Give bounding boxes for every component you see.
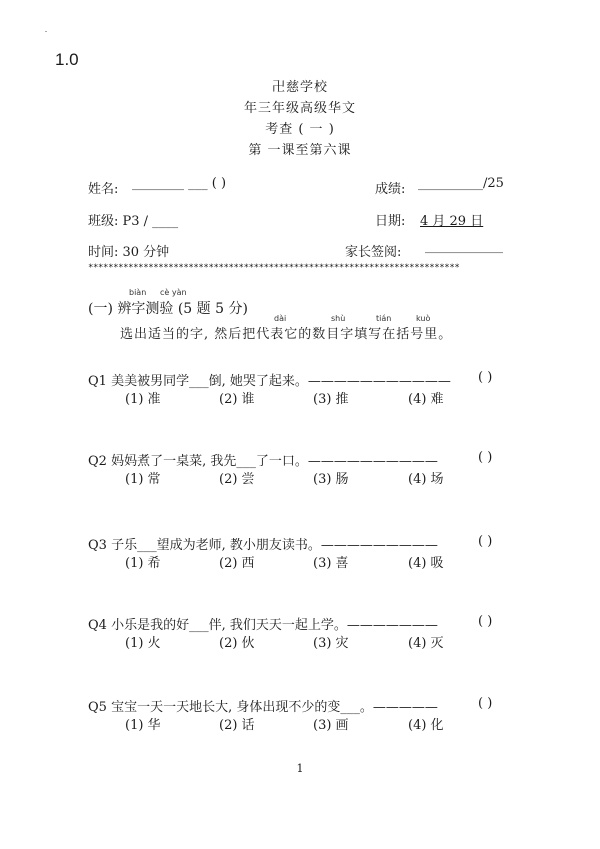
pinyin-ceyan: cè yàn xyxy=(160,288,187,297)
question-5-answer-box: ( ) xyxy=(478,696,493,711)
question-body: 妈妈煮了一桌菜, 我先___了一口。—————————— xyxy=(111,454,438,469)
q5-option-3: (3) 画 xyxy=(313,718,349,733)
q2-option-1: (1) 常 xyxy=(125,472,161,487)
name-field: ________ ___ ( ) xyxy=(132,176,227,191)
score-field: __________/25 xyxy=(418,176,504,191)
date-label: 日期: xyxy=(375,214,406,229)
grade-line: 年三年级高级华文 xyxy=(243,101,356,116)
pinyin-kuo: kuò xyxy=(416,314,431,323)
class-label: 班级: P3 / ____ xyxy=(88,214,179,229)
question-body: 小乐是我的好___伴, 我们天天一起上学。——————— xyxy=(111,618,438,633)
q2-option-2: (2) 尝 xyxy=(219,472,255,487)
q1-option-2: (2) 谁 xyxy=(219,392,255,407)
question-3-answer-box: ( ) xyxy=(478,534,493,549)
question-number: Q5 xyxy=(88,700,107,715)
question-4-answer-box: ( ) xyxy=(478,614,493,629)
star-divider: ************************************************************************** xyxy=(88,263,460,273)
time-label: 时间: 30 分钟 xyxy=(88,245,170,260)
q3-option-3: (3) 喜 xyxy=(313,556,349,571)
q1-option-3: (3) 推 xyxy=(313,392,349,407)
section-instruction: 选出适当的字, 然后把代表它的数目字填写在括号里。 xyxy=(120,327,453,342)
question-body: 宝宝一天一天地长大, 身体出现不少的变___。————— xyxy=(111,700,438,715)
question-number: Q4 xyxy=(88,618,107,633)
question-3-text xyxy=(88,534,438,553)
q4-option-2: (2) 伙 xyxy=(219,636,255,651)
question-body: 子乐___望成为老师, 教小朋友读书。————————— xyxy=(111,538,438,553)
page-number: 1 xyxy=(296,762,304,775)
pinyin-tian: tián xyxy=(376,314,392,323)
question-number: Q1 xyxy=(88,374,107,389)
q1-option-4: (4) 难 xyxy=(408,392,444,407)
school-name: 卍慈学校 xyxy=(271,80,328,95)
q4-option-1: (1) 火 xyxy=(125,636,161,651)
parent-signature-field: ____________ xyxy=(425,239,503,254)
question-body: 美美被男同学___倒, 她哭了起来。——————————— xyxy=(111,374,451,389)
q5-option-1: (1) 华 xyxy=(125,718,161,733)
question-number: Q3 xyxy=(88,538,107,553)
pinyin-dai: dài xyxy=(274,314,287,323)
q3-option-1: (1) 希 xyxy=(125,556,161,571)
q4-option-3: (3) 灾 xyxy=(313,636,349,651)
parent-signature-label: 家长签阅: xyxy=(345,245,402,260)
pinyin-shu: shù xyxy=(331,314,346,323)
q3-option-2: (2) 西 xyxy=(219,556,255,571)
question-1-text xyxy=(88,370,451,389)
q2-option-3: (3) 肠 xyxy=(313,472,349,487)
question-4-text xyxy=(88,614,438,633)
question-5-text xyxy=(88,696,438,715)
name-label: 姓名: xyxy=(88,182,119,197)
q5-option-2: (2) 话 xyxy=(219,718,255,733)
score-label: 成绩: xyxy=(375,182,406,197)
q1-option-1: (1) 准 xyxy=(125,392,161,407)
question-1-answer-box: ( ) xyxy=(478,370,493,385)
pinyin-bian: biàn xyxy=(129,288,147,297)
version-label: 1.0 xyxy=(55,50,79,69)
question-2-text xyxy=(88,450,438,469)
section-title: (一) 辨字测验 (5 题 5 分) xyxy=(88,301,248,317)
exam-line: 考查 ( 一 ) xyxy=(265,122,335,137)
q5-option-4: (4) 化 xyxy=(408,718,444,733)
q3-option-4: (4) 吸 xyxy=(408,556,444,571)
corner-mark: - xyxy=(45,28,48,35)
q4-option-4: (4) 灭 xyxy=(408,636,444,651)
question-number: Q2 xyxy=(88,454,107,469)
date-value: 4 月 29 日 xyxy=(420,214,484,229)
q2-option-4: (4) 场 xyxy=(408,472,444,487)
lesson-line: 第 一课至第六课 xyxy=(248,143,352,158)
question-2-answer-box: ( ) xyxy=(478,450,493,465)
